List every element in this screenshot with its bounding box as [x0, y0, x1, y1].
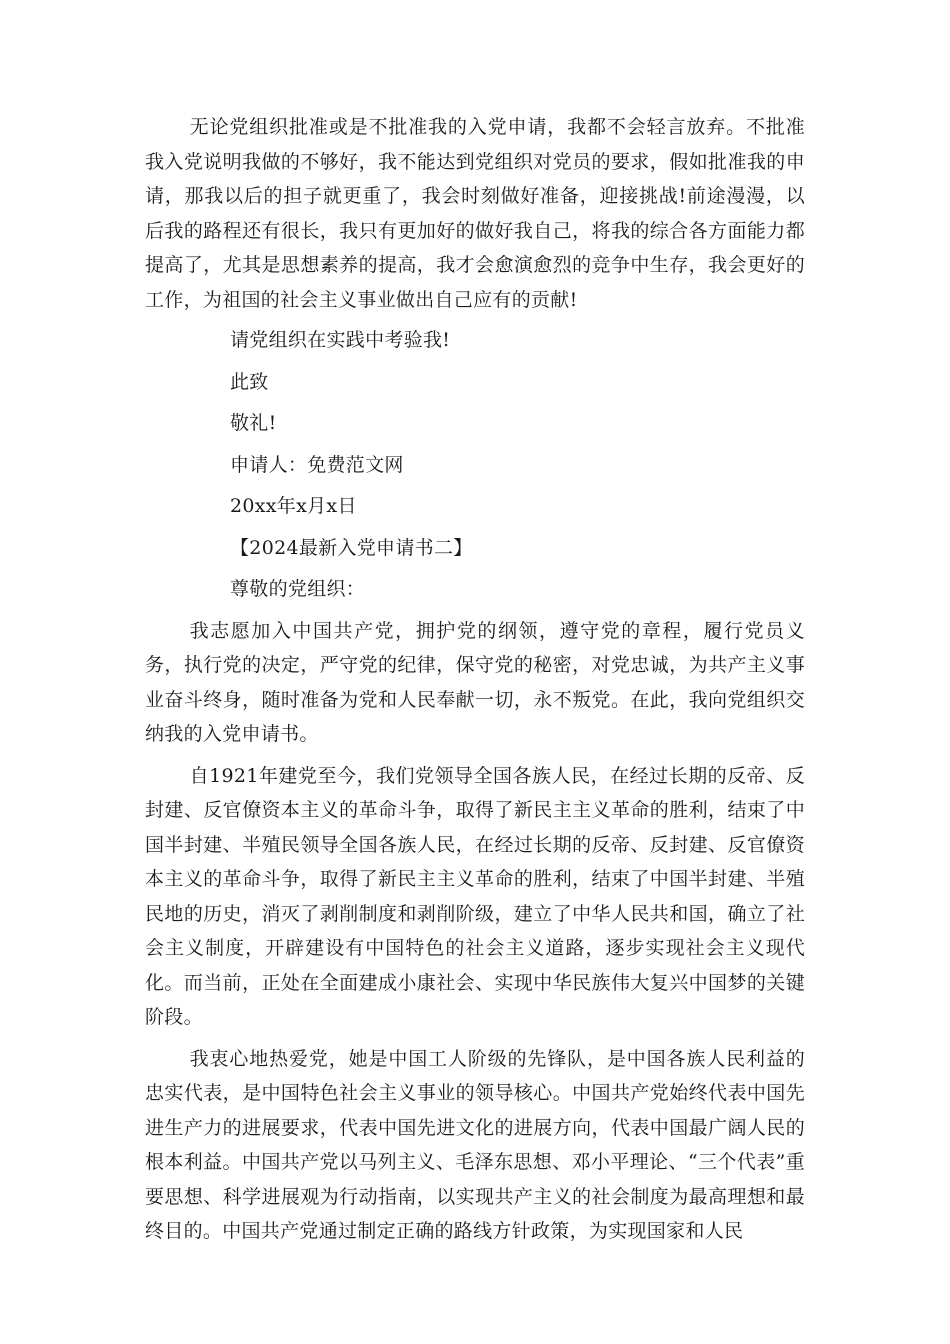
date-line: 20xx年x月x日 — [230, 495, 357, 517]
greeting-line: 尊敬的党组织： — [230, 578, 366, 600]
paragraph-love-party: 我衷心地热爱党，她是中国工人阶级的先锋队，是中国各族人民利益的忠实代表，是中国特色社会主义事业的领导核心。中国共产党始终代表中国先进生产力的进展要求，代表中国先进文化的进展方向，代表中国最广阔人民的根本利益。中国共产党以马列主义、毛泽东思想、邓小平理论、“三个代表”重要思想、科学进展观为行动指南，以实现共产主义的社会制度为最高理想和最终目的。中国共产党通过制定正确的路线方针政策，为实现国家和人民 — [145, 1047, 805, 1242]
paragraph-history: 自1921年建党至今，我们党领导全国各族人民，在经过长期的反帝、反封建、反官僚资本主义的革命斗争，取得了新民主主义革命的胜利，结束了中国半封建、半殖民领导全国各族人民，在经过长期的反帝、反封建、反官僚资本主义的革命斗争，取得了新民主主义革命的胜利，结束了中国半封建、半殖民地的历史，消灭了剥削制度和剥削阶级，建立了中华人民共和国，确立了社会主义制度，开辟建设有中国特色的社会主义道路，逐步实现社会主义现代化。而当前，正处在全面建成小康社会、实现中华民族伟大复兴中国梦的关键阶段。 — [145, 764, 805, 1028]
paragraph-pledge: 我志愿加入中国共产党，拥护党的纲领，遵守党的章程，履行党员义务，执行党的决定，严守党的纪律，保守党的秘密，对党忠诚，为共产主义事业奋斗终身，随时准备为党和人民奉献一切，永不叛党。在此，我向党组织交纳我的入党申请书。 — [145, 619, 805, 745]
closing-line-test: 请党组织在实践中考验我! — [230, 329, 451, 351]
section-heading: 【2024最新入党申请书二】 — [230, 536, 473, 559]
applicant-signature: 申请人：免费范文网 — [230, 453, 404, 476]
paragraph-commitment: 无论党组织批准或是不批准我的入党申请，我都不会轻言放弃。不批准我入党说明我做的不够好，我不能达到党组织对党员的要求，假如批准我的申请，那我以后的担子就更重了，我会时刻做好准备，迎接挑战!前途漫漫，以后我的路程还有很长，我只有更加好的做好我自己，将我的综合各方面能力都提高了，尤其是思想素养的提高，我才会愈演愈烈的竞争中生存，我会更好的工作，为祖国的社会主义事业做出自己应有的贡献! — [145, 116, 805, 311]
salutation-cizhi: 此致 — [230, 370, 269, 393]
document-page — [145, 110, 805, 1249]
salutation-jingli: 敬礼! — [230, 412, 277, 434]
